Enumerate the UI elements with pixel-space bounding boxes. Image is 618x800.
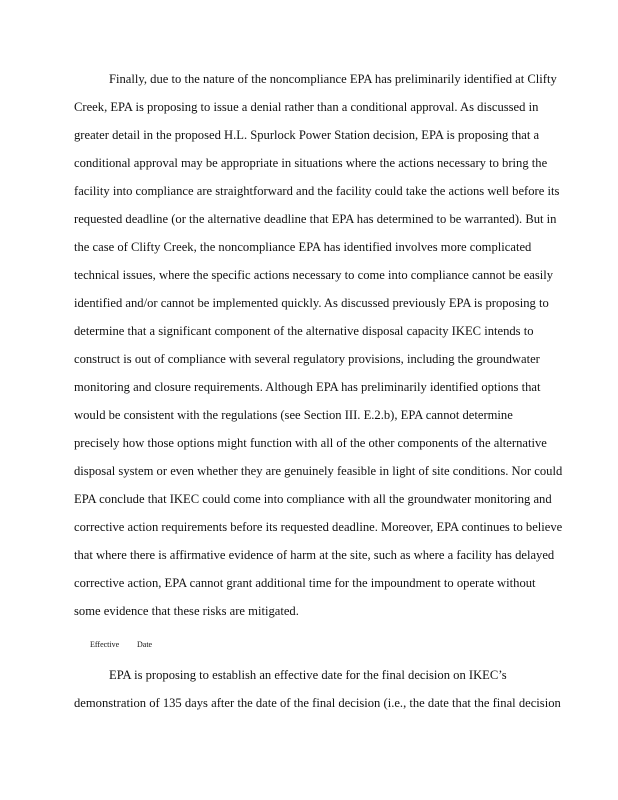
paragraph-line: corrective action, EPA cannot grant additional time for the impoundment to operate without xyxy=(74,576,536,590)
paragraph-line: Creek, EPA is proposing to issue a denial rather than a conditional approval. As discussed in xyxy=(74,100,539,114)
paragraph-line: technical issues, where the specific actions necessary to come into compliance cannot be easily xyxy=(74,268,554,282)
paragraph-line: identified and/or cannot be implemented quickly. As discussed previously EPA is proposing to xyxy=(74,296,549,310)
paragraph-line: demonstration of 135 days after the date of the final decision (i.e., the date that the final decision xyxy=(74,696,561,710)
paragraph-line: requested deadline (or the alternative deadline that EPA has determined to be warranted). But in xyxy=(74,212,557,226)
paragraph-line: precisely how those options might function with all of the other components of the alternative xyxy=(74,436,547,450)
paragraph-line: Finally, due to the nature of the noncompliance EPA has preliminarily identified at Clifty xyxy=(109,72,557,86)
paragraph-line: conditional approval may be appropriate in situations where the actions necessary to bring the xyxy=(74,156,548,170)
paragraph-line: EPA conclude that IKEC could come into compliance with all the groundwater monitoring and xyxy=(74,492,552,506)
paragraph-line: corrective action requirements before its requested deadline. Moreover, EPA continues to believe xyxy=(74,520,563,534)
paragraph-line: the case of Clifty Creek, the noncompliance EPA has identified involves more complicated xyxy=(74,240,532,254)
paragraph-line: EPA is proposing to establish an effective date for the final decision on IKEC’s xyxy=(109,668,507,682)
paragraph-line: that where there is affirmative evidence of harm at the site, such as where a facility has delayed xyxy=(74,548,555,562)
paragraph-line: some evidence that these risks are mitigated. xyxy=(74,604,299,618)
paragraph-line: construct is out of compliance with several regulatory provisions, including the groundwater xyxy=(74,352,540,366)
section-heading-effective: Effective xyxy=(90,640,120,649)
section-heading-date: Date xyxy=(137,640,153,649)
paragraph-line: greater detail in the proposed H.L. Spurlock Power Station decision, EPA is proposing that a xyxy=(74,128,540,142)
paragraph-line: would be consistent with the regulations (see Section III. E.2.b), EPA cannot determine xyxy=(74,408,513,422)
paragraph-line: disposal system or even whether they are genuinely feasible in light of site conditions. Nor could xyxy=(74,464,563,478)
paragraph-line: monitoring and closure requirements. Although EPA has preliminarily identified options that xyxy=(74,380,541,394)
paragraph-line: determine that a significant component of the alternative disposal capacity IKEC intends to xyxy=(74,324,534,338)
paragraph-line: facility into compliance are straightforward and the facility could take the actions well before its xyxy=(74,184,560,198)
